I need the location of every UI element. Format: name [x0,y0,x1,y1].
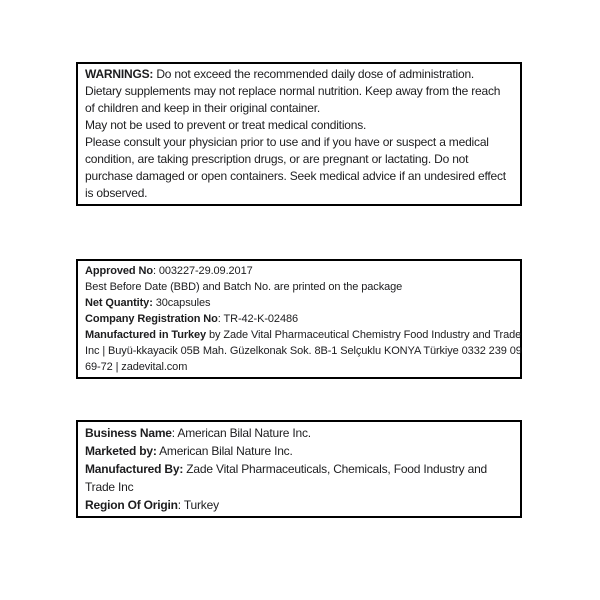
text-line [85,359,513,375]
text-line [85,100,513,117]
line-text: Best Before Date (BBD) and Batch No. are printed on the package [85,281,403,293]
business-info-box [76,420,522,518]
regulatory-info-box [76,259,522,379]
text-line [85,327,522,343]
manufactured-by-label: Manufactured By: [85,462,184,476]
manufactured-in-label: Manufactured in Turkey [85,329,207,341]
line-text: Dietary supplements may not replace normal nutrition. Keep away from the reach [85,84,501,98]
line-text: : 003227-29.09.2017 [152,265,253,277]
text-line [85,311,513,327]
line-text: purchase damaged or open containers. Seek medical advice if an undesired effect [85,169,506,183]
text-line [85,66,513,83]
line-text: condition, are taking prescription drugs, or are pregnant or lactating. Do not [85,152,469,166]
line-text: Zade Vital Pharmaceuticals, Chemicals, Food Industry and [183,462,488,476]
text-line [85,496,513,514]
line-text: Inc | Buyü-kkayacik 05B Mah. Güzelkonak Sok. 8B-1 Selçuklu KONYA Türkiye 0332 239 09 [85,345,522,357]
line-text: 69-72 | zadevital.com [85,361,188,373]
line-text: : TR-42-K-02486 [217,313,299,325]
line-text: : American Bilal Nature Inc. [171,426,311,440]
line-text: American Bilal Nature Inc. [156,444,293,458]
text-line [85,295,513,311]
line-text: of children and keep in their original container. [85,101,321,115]
warnings-label: WARNINGS: [85,67,154,81]
text-line [85,343,522,359]
text-line [85,83,513,100]
net-quantity-label: Net Quantity: [85,297,153,309]
text-line [85,460,513,478]
marketed-by-label: Marketed by: [85,444,157,458]
business-name-label: Business Name [85,426,172,440]
text-line [85,279,513,295]
line-text: Trade Inc [85,480,134,494]
line-text: Do not exceed the recommended daily dose of administration. [153,67,475,81]
region-of-origin-label: Region Of Origin [85,498,178,512]
line-text: May not be used to prevent or treat medical conditions. [85,118,367,132]
warnings-box [76,62,522,206]
text-line [85,442,513,460]
text-line [85,168,513,185]
line-text: 30capsules [152,297,211,309]
approved-no-label: Approved No [85,265,153,277]
text-line [85,263,513,279]
line-text: Please consult your physician prior to use and if you have or suspect a medical [85,135,489,149]
text-line [85,117,513,134]
text-line [85,134,513,151]
line-text: : Turkey [177,498,219,512]
line-text: is observed. [85,186,148,200]
text-line [85,478,513,496]
company-registration-label: Company Registration No [85,313,218,325]
text-line [85,185,513,202]
line-text: by Zade Vital Pharmaceutical Chemistry Food Industry and Trade [206,329,522,341]
text-line [85,151,513,168]
text-line [85,424,513,442]
